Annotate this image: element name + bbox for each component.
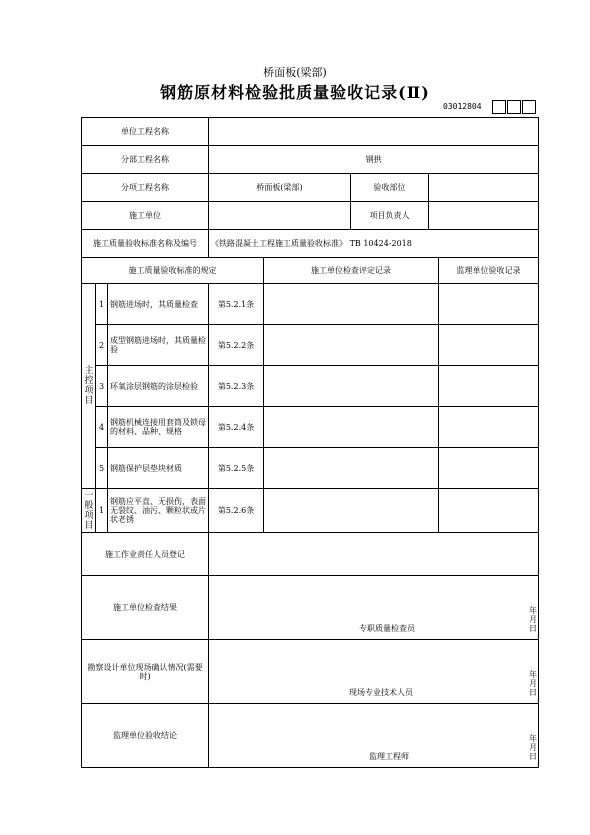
column-header-contractor: 施工单位检查评定记录 [264, 258, 439, 284]
supertitle: 桥面板(梁部) [263, 66, 327, 79]
column-header-spec: 施工质量验收标准的规定 [82, 258, 264, 284]
item-number: 5 [96, 448, 108, 489]
date-label: 年 月 日 [529, 734, 546, 761]
item-clause: 第5.2.1条 [209, 284, 264, 325]
supervisor-record-cell[interactable] [439, 489, 539, 533]
design-confirm-value[interactable] [209, 640, 546, 704]
contractor-result-label: 施工单位检查结果 [82, 576, 209, 640]
worker-register-label: 施工作业责任人员登记 [82, 533, 209, 576]
item-description: 钢筋应平直、无损伤，表面无裂纹、油污、颗粒状或片状老锈 [108, 489, 209, 533]
item-description: 环氧涂层钢筋的涂层检验 [108, 366, 209, 407]
supervisor-record-cell[interactable] [439, 366, 539, 407]
project-manager-label: 项目负责人 [351, 202, 429, 230]
unit-project-value[interactable] [209, 118, 539, 146]
construction-unit-label: 施工单位 [82, 202, 209, 230]
item-number: 4 [96, 407, 108, 448]
construction-unit-value[interactable] [209, 202, 351, 230]
column-header-supervisor: 监理单位验收记录 [439, 258, 539, 284]
item-clause: 第5.2.5条 [209, 448, 264, 489]
item-number: 1 [96, 284, 108, 325]
item-number: 1 [96, 489, 108, 533]
acceptance-form [81, 117, 546, 768]
page-title: 钢筋原材料检验批质量验收记录(Ⅱ) [160, 83, 430, 102]
division-project-label: 分部工程名称 [82, 146, 209, 174]
main-control-group: 主控项目 [82, 284, 96, 489]
item-clause: 第5.2.2条 [209, 325, 264, 366]
site-engineer-label: 现场专业技术人员 [349, 688, 414, 697]
subitem-project-value[interactable]: 桥面板(梁部) [209, 174, 351, 202]
date-label: 年 月 日 [529, 670, 546, 697]
item-clause: 第5.2.3条 [209, 366, 264, 407]
item-number: 3 [96, 366, 108, 407]
contractor-record-cell[interactable] [264, 407, 439, 448]
form-code: 03012804 [443, 102, 482, 111]
unit-project-label: 单位工程名称 [82, 118, 209, 146]
standard-value[interactable]: 《铁路混凝土工程施工质量验收标准》 TB 10424-2018 [209, 230, 539, 258]
contractor-record-cell[interactable] [264, 489, 439, 533]
item-description: 钢筋机械连接用套筒及锁母的材料、品种、规格 [108, 407, 209, 448]
item-description: 钢筋保护层垫块材质 [108, 448, 209, 489]
contractor-record-cell[interactable] [264, 284, 439, 325]
contractor-result-value[interactable] [209, 576, 546, 640]
code-box-3[interactable] [522, 100, 536, 114]
project-manager-value[interactable] [429, 202, 539, 230]
item-clause: 第5.2.6条 [209, 489, 264, 533]
acceptance-part-label: 验收部位 [351, 174, 429, 202]
division-project-value[interactable]: 钢拱 [209, 146, 539, 174]
code-box-2[interactable] [507, 100, 521, 114]
item-description: 成型钢筋进场时，其质量检验 [108, 325, 209, 366]
item-description: 钢筋进场时，其质量检查 [108, 284, 209, 325]
worker-register-value[interactable] [209, 533, 539, 576]
code-box-1[interactable] [492, 100, 506, 114]
contractor-record-cell[interactable] [264, 366, 439, 407]
item-number: 2 [96, 325, 108, 366]
supervisor-conclusion-value[interactable] [209, 704, 546, 768]
date-label: 年 月 日 [529, 606, 546, 633]
standard-label: 施工质量验收标准名称及编号 [82, 230, 209, 258]
supervising-engineer-label: 监理工程师 [369, 752, 410, 761]
supervisor-record-cell[interactable] [439, 448, 539, 489]
acceptance-part-value[interactable] [429, 174, 539, 202]
subitem-project-label: 分项工程名称 [82, 174, 209, 202]
item-clause: 第5.2.4条 [209, 407, 264, 448]
contractor-record-cell[interactable] [264, 448, 439, 489]
general-group: 一般项目 [82, 489, 96, 533]
supervisor-record-cell[interactable] [439, 407, 539, 448]
contractor-record-cell[interactable] [264, 325, 439, 366]
supervisor-conclusion-label: 监理单位验收结论 [82, 704, 209, 768]
qc-inspector-label: 专职质量检查员 [359, 624, 416, 633]
supervisor-record-cell[interactable] [439, 325, 539, 366]
supervisor-record-cell[interactable] [439, 284, 539, 325]
design-confirm-label: 勘察设计单位现场确认情况(需要时) [82, 640, 209, 704]
